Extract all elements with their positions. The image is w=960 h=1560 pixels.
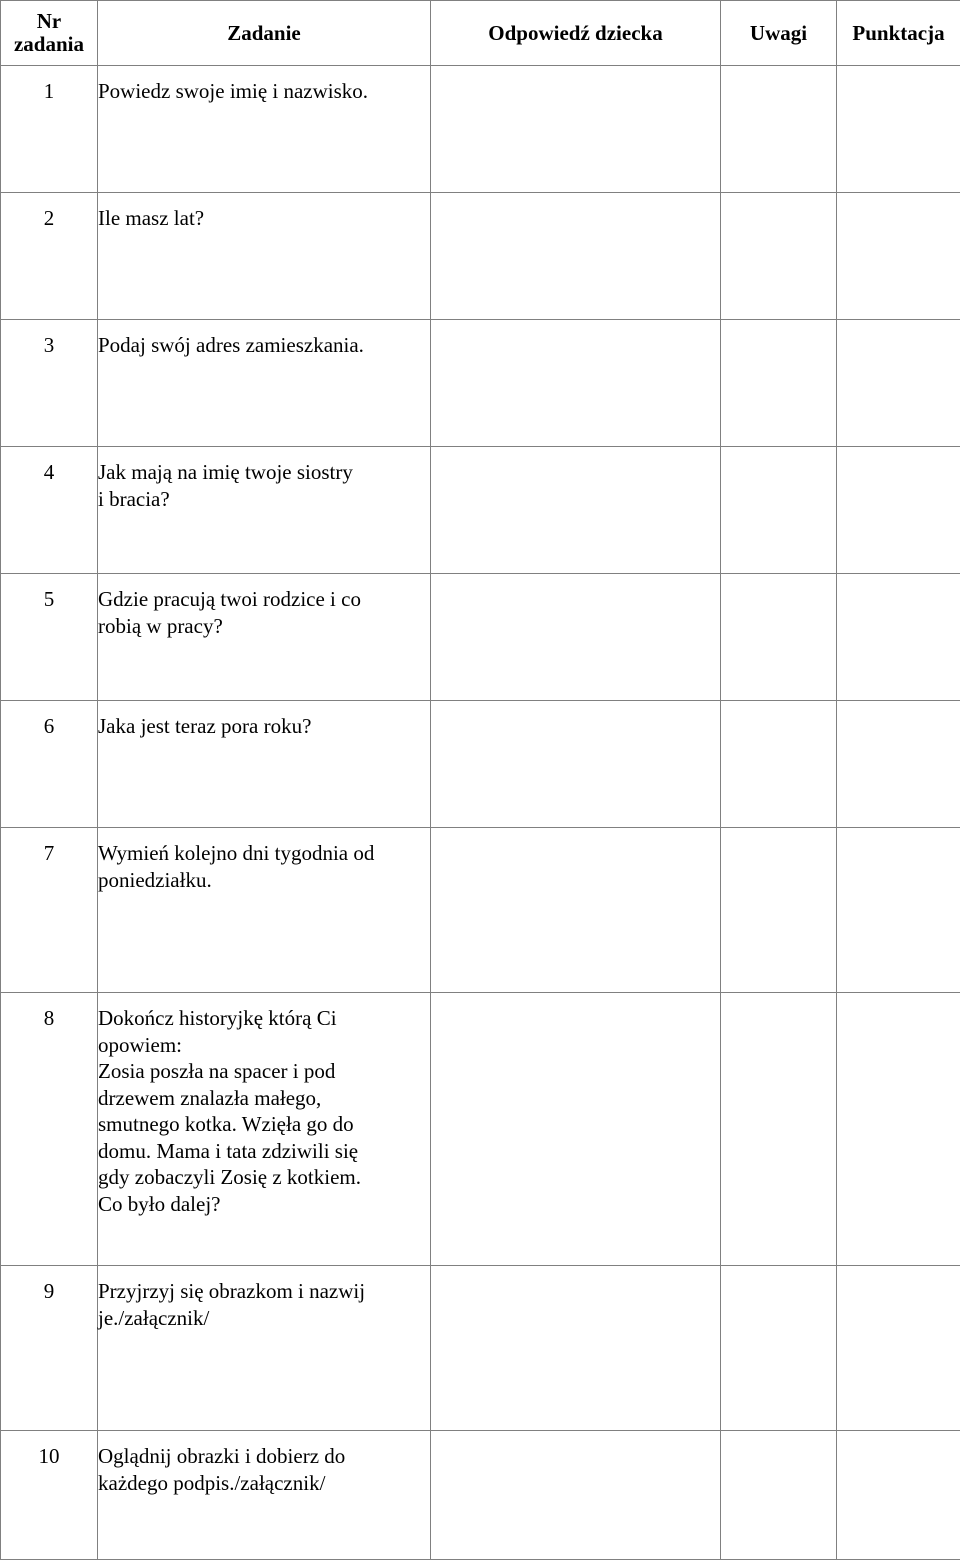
task-cell — [98, 701, 431, 828]
task-line: i bracia? — [98, 486, 430, 513]
table-row — [1, 447, 960, 574]
task-cell — [98, 193, 431, 320]
task-line: Co było dalej? — [98, 1191, 430, 1218]
answer-cell[interactable] — [431, 66, 721, 193]
task-line: robią w pracy? — [98, 613, 430, 640]
task-cell — [98, 1266, 431, 1431]
notes-cell[interactable] — [721, 574, 837, 701]
answer-cell[interactable] — [431, 447, 721, 574]
task-cell — [98, 993, 431, 1266]
score-cell[interactable] — [837, 1431, 960, 1560]
notes-cell[interactable] — [721, 1431, 837, 1560]
task-line: każdego podpis./załącznik/ — [98, 1470, 430, 1497]
header-nr-line2: zadania — [14, 32, 84, 56]
task-line: smutnego kotka. Wzięła go do — [98, 1111, 430, 1138]
task-cell — [98, 447, 431, 574]
table-row — [1, 701, 960, 828]
row-number: 6 — [1, 701, 98, 828]
notes-cell[interactable] — [721, 701, 837, 828]
score-cell[interactable] — [837, 828, 960, 993]
answer-cell[interactable] — [431, 1431, 721, 1560]
header-nr — [1, 1, 98, 66]
score-cell[interactable] — [837, 993, 960, 1266]
score-cell[interactable] — [837, 320, 960, 447]
header-answer: Odpowiedź dziecka — [431, 1, 721, 66]
task-line: Przyjrzyj się obrazkom i nazwij — [98, 1278, 430, 1305]
task-cell — [98, 320, 431, 447]
task-cell — [98, 828, 431, 993]
notes-cell[interactable] — [721, 320, 837, 447]
row-number: 1 — [1, 66, 98, 193]
row-number: 9 — [1, 1266, 98, 1431]
score-cell[interactable] — [837, 701, 960, 828]
answer-cell[interactable] — [431, 193, 721, 320]
row-number: 7 — [1, 828, 98, 993]
table-row — [1, 320, 960, 447]
table-row — [1, 828, 960, 993]
header-score: Punktacja — [837, 1, 960, 66]
row-number: 10 — [1, 1431, 98, 1560]
task-line: Podaj swój adres zamieszkania. — [98, 332, 430, 359]
header-task: Zadanie — [98, 1, 431, 66]
task-line: poniedziałku. — [98, 867, 430, 894]
task-cell — [98, 1431, 431, 1560]
row-number: 2 — [1, 193, 98, 320]
task-line: Gdzie pracują twoi rodzice i co — [98, 586, 430, 613]
header-nr-line1: Nr — [37, 9, 62, 33]
task-line: Dokończ historyjkę którą Ci — [98, 1005, 430, 1032]
row-number: 8 — [1, 993, 98, 1266]
answer-cell[interactable] — [431, 828, 721, 993]
task-line: Jak mają na imię twoje siostry — [98, 459, 430, 486]
table-row — [1, 993, 960, 1266]
task-line: Wymień kolejno dni tygodnia od — [98, 840, 430, 867]
answer-cell[interactable] — [431, 1266, 721, 1431]
score-cell[interactable] — [837, 447, 960, 574]
task-line: Ile masz lat? — [98, 205, 430, 232]
score-cell[interactable] — [837, 574, 960, 701]
score-cell[interactable] — [837, 193, 960, 320]
answer-cell[interactable] — [431, 993, 721, 1266]
notes-cell[interactable] — [721, 828, 837, 993]
task-line: Oglądnij obrazki i dobierz do — [98, 1443, 430, 1470]
task-line: opowiem: — [98, 1032, 430, 1059]
table-row — [1, 193, 960, 320]
table-row — [1, 574, 960, 701]
answer-cell[interactable] — [431, 320, 721, 447]
row-number: 5 — [1, 574, 98, 701]
score-cell[interactable] — [837, 66, 960, 193]
header-row — [1, 1, 960, 66]
task-cell — [98, 66, 431, 193]
task-line: drzewem znalazła małego, — [98, 1085, 430, 1112]
score-cell[interactable] — [837, 1266, 960, 1431]
task-line: je./załącznik/ — [98, 1305, 430, 1332]
table-row — [1, 66, 960, 193]
header-notes: Uwagi — [721, 1, 837, 66]
task-line: gdy zobaczyli Zosię z kotkiem. — [98, 1164, 430, 1191]
task-line: domu. Mama i tata zdziwili się — [98, 1138, 430, 1165]
task-line: Powiedz swoje imię i nazwisko. — [98, 78, 430, 105]
notes-cell[interactable] — [721, 993, 837, 1266]
notes-cell[interactable] — [721, 447, 837, 574]
task-line: Zosia poszła na spacer i pod — [98, 1058, 430, 1085]
answer-cell[interactable] — [431, 701, 721, 828]
notes-cell[interactable] — [721, 66, 837, 193]
table-row — [1, 1266, 960, 1431]
answer-cell[interactable] — [431, 574, 721, 701]
row-number: 3 — [1, 320, 98, 447]
table-row — [1, 1431, 960, 1560]
row-number: 4 — [1, 447, 98, 574]
task-line: Jaka jest teraz pora roku? — [98, 713, 430, 740]
task-cell — [98, 574, 431, 701]
notes-cell[interactable] — [721, 1266, 837, 1431]
notes-cell[interactable] — [721, 193, 837, 320]
